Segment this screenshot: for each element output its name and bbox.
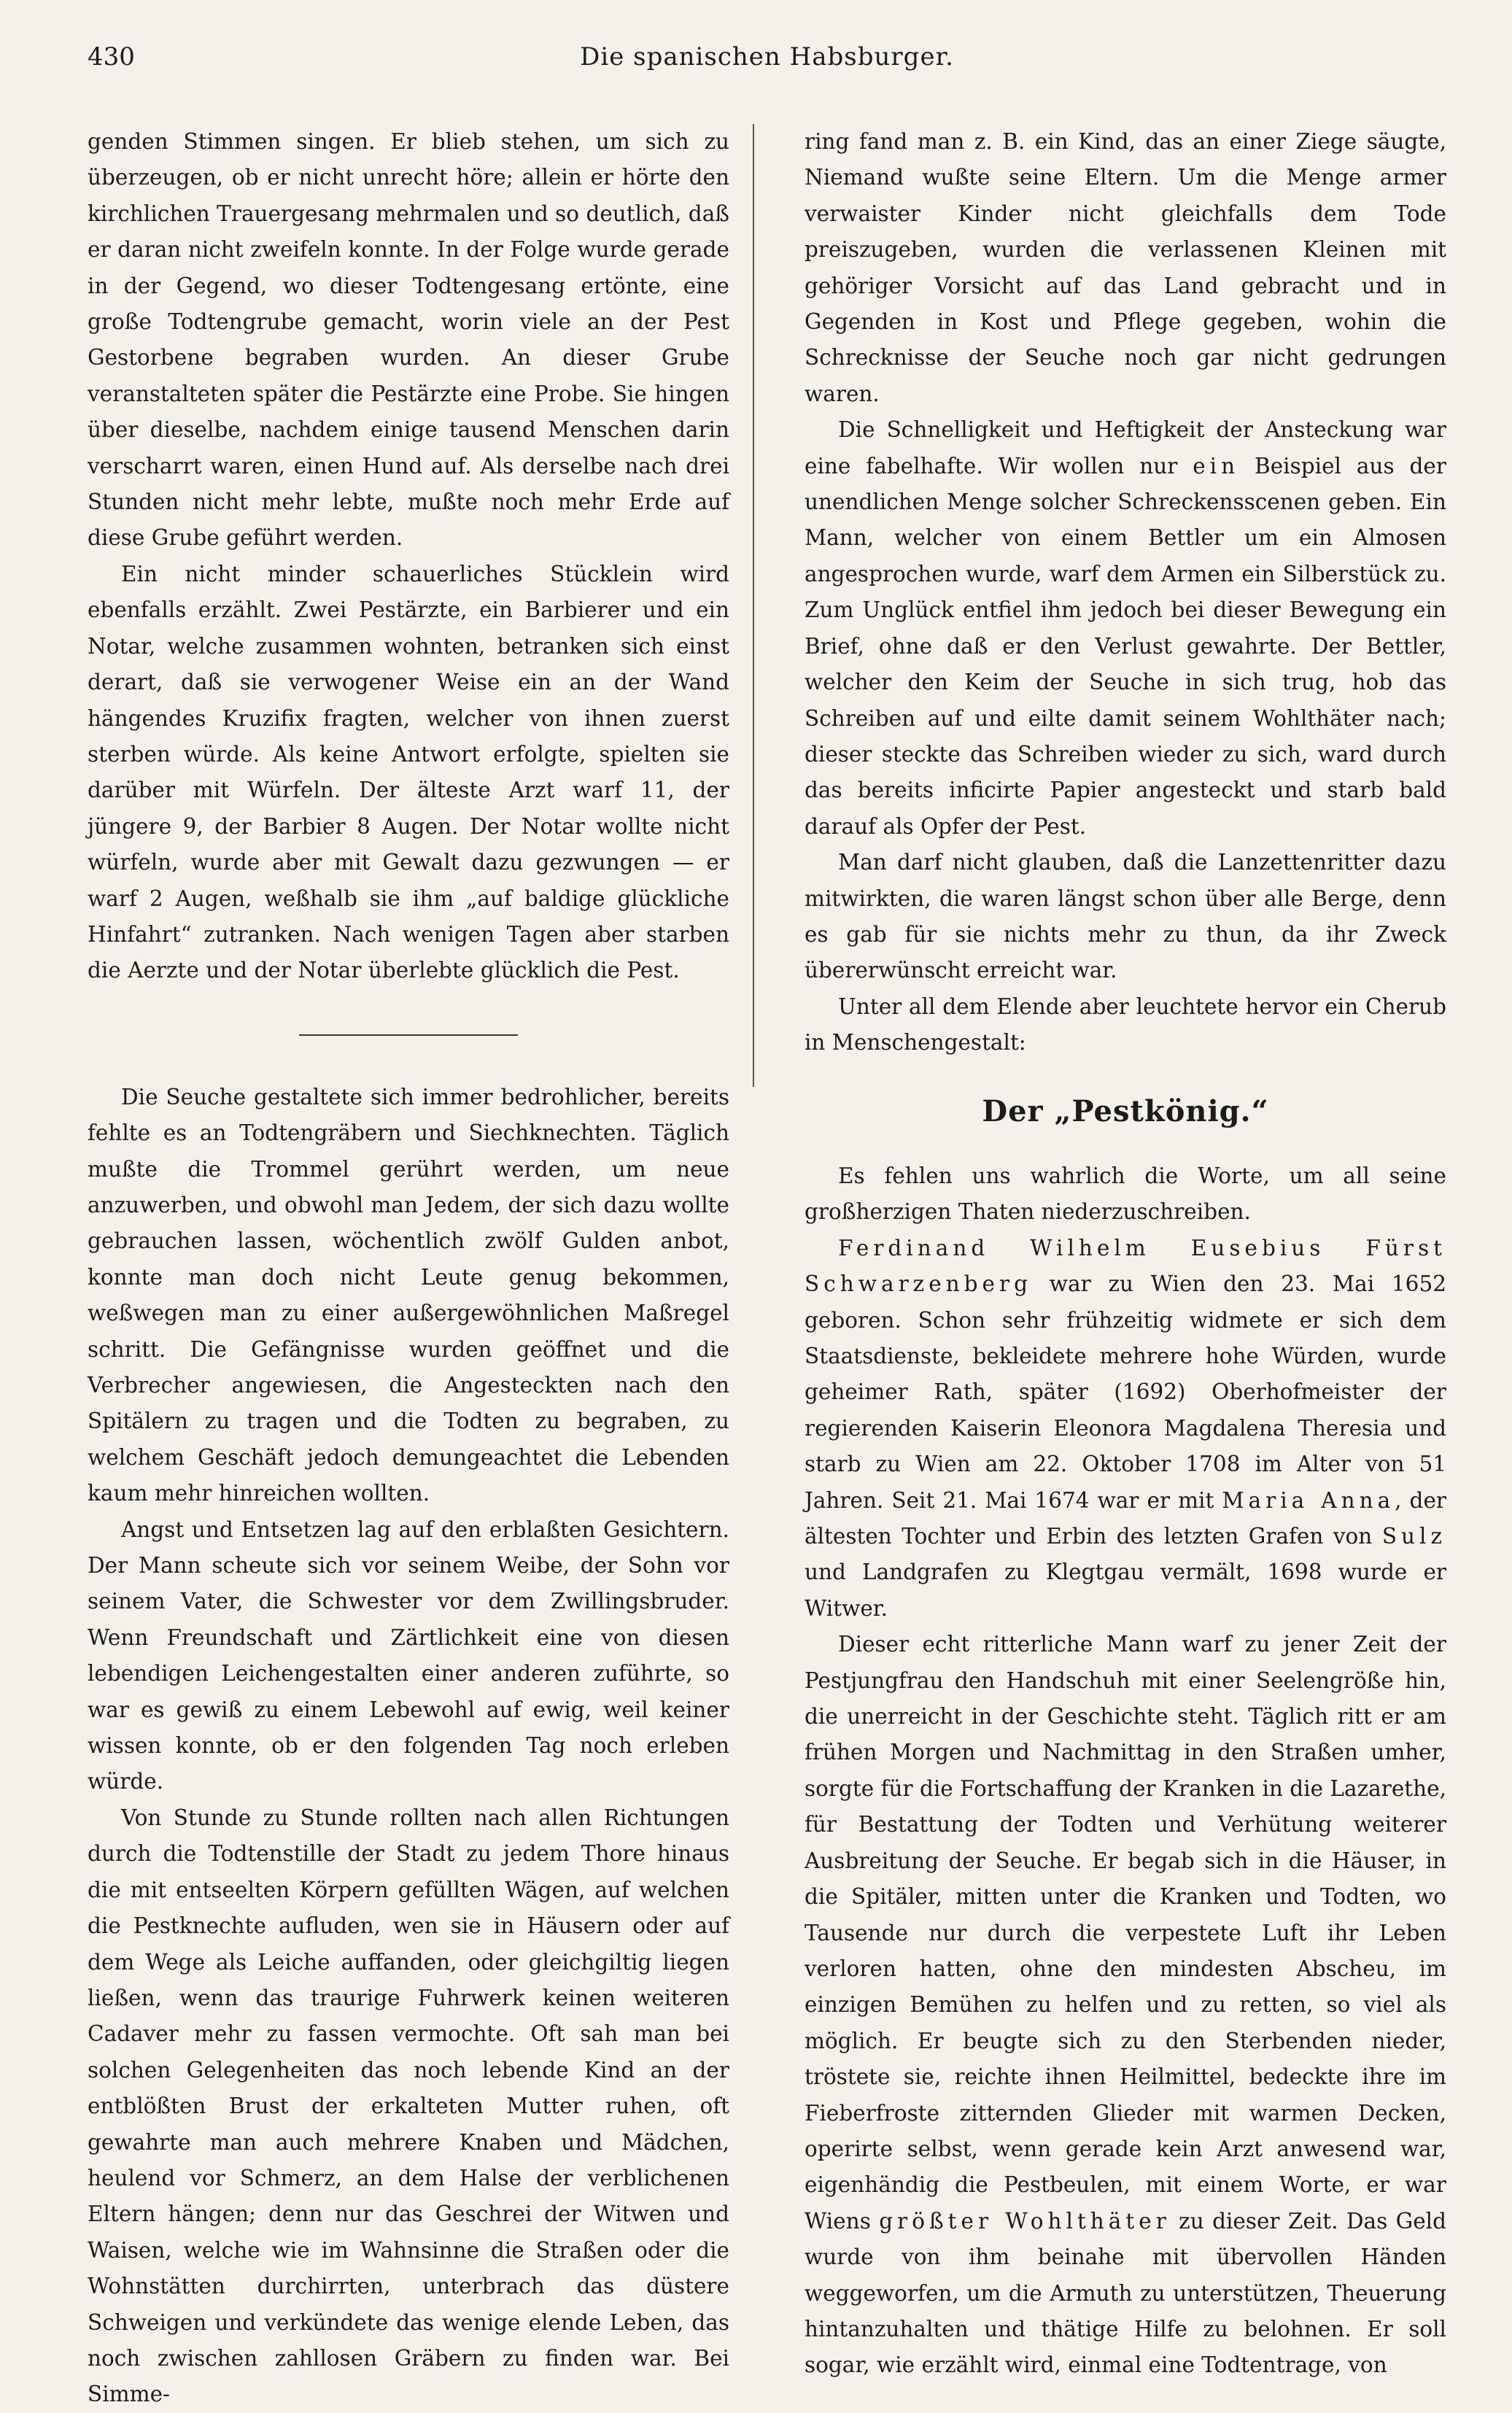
text-run: war zu Wien den 23. Mai 1652 geboren. Schon sehr frühzeitig widmete er sich dem Staatsdienste, bekleidete mehrere hohe Würden, wurde geheimer Rath, später (1692) Oberhofmeister der regierenden Kaiserin Eleonora Magdalena Theresia und starb zu Wien am 22. Oktober 1708 im Alter von 51 Jahren. Seit 21. Mai 1674 war er mit — [805, 1271, 1446, 1513]
paragraph — [805, 1627, 1446, 2384]
page-number: 430 — [88, 42, 135, 71]
paragraph: genden Stimmen singen. Er blieb stehen, um sich zu überzeugen, ob er nicht unrecht höre; allein er hörte den kirchlichen Trauergesang mehrmalen und so deutlich, daß er daran nicht zweifeln konnte. In der Folge wurde gerade in der Gegend, wo dieser Todtengesang ertönte, eine große Todtengrube gemacht, worin viele an der Pest Gestorbene begraben wurden. An dieser Grube veranstalteten später die Pestärzte eine Probe. Sie hingen über dieselbe, nachdem einige tausend Menschen darin verscharrt waren, einen Hund auf. Als derselbe nach drei Stunden nicht mehr lebte, mußte noch mehr Erde auf diese Grube geführt werden. — [88, 129, 729, 551]
paragraph: Unter all dem Elende aber leuchtete hervor ein Cherub in Menschengestalt: — [805, 994, 1446, 1056]
paragraph: ring fand man z. B. ein Kind, das an einer Ziege säugte, Niemand wußte seine Eltern. Um die Menge armer verwaister Kinder nicht gleichfalls dem Tode preiszugeben, wurden die verlassenen Kleinen mit gehöriger Vorsicht auf das Land gebracht und in Gegenden in Kost und Pflege gegeben, wohin die Schrecknisse der Seuche noch gar nicht gedrungen waren. — [805, 129, 1446, 406]
section-heading: Der „Pestkönig.“ — [982, 1093, 1269, 1128]
text-run: Beispiel aus der unendlichen Menge solcher Schreckensscenen geben. Ein Mann, welcher von einem Bettler um ein Almosen angesprochen wurde, warf dem Armen ein Silberstück zu. Zum Unglück entfiel ihm jedoch bei dieser Bewegung ein Brief, ohne daß er den Verlust gewahrte. Der Bettler, welcher den Keim der Seuche in sich trug, hob das Schreiben auf und eilte damit seinem Wohlthäter nach; dieser steckte das Schreiben wieder zu sich, ward durch das bereits inficirte Papier angesteckt und starb bald darauf als Opfer der Pest. — [805, 453, 1446, 839]
paragraph: Es fehlen uns wahrlich die Worte, um all seine großherzigen Thaten niederzuschreiben. — [805, 1163, 1446, 1225]
paragraph: Angst und Entsetzen lag auf den erblaßten Gesichtern. Der Mann scheute sich vor seinem Weibe, der Sohn vor seinem Vater, die Schwester vor dem Zwillingsbruder. Wenn Freundschaft und Zärtlichkeit eine von diesen lebendigen Leichengestalten einer anderen zuführte, so war es gewiß zu einem Lebewohl auf ewig, weil keiner wissen konnte, ob er den folgenden Tag noch erleben würde. — [88, 1517, 729, 1794]
place-name-sulz: Sulz — [1381, 1524, 1446, 1549]
running-title: Die spanischen Habsburger. — [580, 42, 954, 71]
paragraph — [805, 1231, 1446, 1627]
paragraph: Von Stunde zu Stunde rollten nach allen Richtungen durch die Todtenstille der Stadt zu jedem Thore hinaus die mit entseelten Körpern gefüllten Wägen, auf welchen die Pestknechte aufluden, wen sie in Häusern oder auf dem Wege als Leiche auffanden, oder gleichgiltig liegen ließen, wenn das traurige Fuhrwerk keinen weiteren Cadaver mehr zu fassen vermochte. Oft sah man bei solchen Gelegenheiten das noch lebende Kind an der entblößten Brust der erkalteten Mutter ruhen, oft gewahrte man auch mehrere Knaben und Mädchen, heulend vor Schmerz, an dem Halse der verblichenen Eltern hängen; denn nur das Geschrei der Witwen und Waisen, welche wie im Wahnsinne die Straßen oder die Wohnstätten durchirrten, unterbrach das düstere Schweigen und verkündete das wenige elende Leben, das noch zwischen zahllosen Gräbern zu finden war. Bei Simme- — [88, 1805, 729, 2407]
person-name-maria-anna: Maria Anna — [1222, 1487, 1395, 1513]
column-divider — [753, 124, 754, 1087]
text-columns — [88, 124, 1446, 2413]
left-column — [88, 124, 729, 2413]
page-header — [88, 42, 1446, 89]
emphasis-ein: ein — [1193, 453, 1240, 479]
paragraph: Die Seuche gestaltete sich immer bedrohlicher, bereits fehlte es an Todtengräbern und Siechknechten. Täglich mußte die Trommel gerührt werden, um neue anzuwerben, und obwohl man Jedem, der sich dazu wollte gebrauchen lassen, wöchentlich zwölf Gulden anbot, konnte man doch nicht Leute genug bekommen, weßwegen man zu einer außergewöhnlichen Maßregel schritt. Die Gefängnisse wurden geöffnet und die Verbrecher angewiesen, die Angesteckten nach den Spitälern zu tragen und die Todten zu begraben, zu welchem Geschäft jedoch demungeachtet die Lebenden kaum mehr hinreichen wollten. — [88, 1084, 729, 1506]
section-separator — [299, 1034, 518, 1036]
paragraph: Man darf nicht glauben, daß die Lanzettenritter dazu mitwirkten, die waren längst schon über alle Berge, denn es gab für sie nichts mehr zu thun, da ihr Zweck übererwünscht erreicht war. — [805, 850, 1446, 983]
text-run: und Landgrafen zu Klegtgau vermält, 1698 wurde er Witwer. — [805, 1560, 1446, 1621]
text-run: , der ältesten Tochter und Erbin des letzten Grafen von — [805, 1487, 1446, 1549]
text-run: Dieser echt ritterliche Mann warf zu jener Zeit der Pestjungfrau den Handschuh mit einer Seelengröße hin, die unerreicht in der Geschichte steht. Täglich ritt er am frühen Morgen und Nachmittag in den Straßen umher, sorgte für die Fortschaffung der Kranken in die Lazarethe, für Bestattung der Todten und Verhütung weiterer Ausbreitung der Seuche. Er begab sich in die Häuser, in die Spitäler, mitten unter die Kranken und Todten, wo Tausende nur durch die verpestete Luft ihr Leben verloren hatten, ohne den mindesten Abscheu, im einzigen Bemühen zu helfen und zu retten, so viel als möglich. Er beugte sich zu den Sterbenden nieder, tröstete sie, reichte ihnen Heilmittel, bedeckte ihre im Fieberfroste zitternden Glieder mit warmen Decken, operirte selbst, wenn gerade kein Arzt anwesend war, eigenhändig die Pestbeulen, mit einem Worte, er war Wiens — [805, 1632, 1446, 2234]
paragraph — [805, 412, 1446, 845]
text-run: Die Schnelligkeit und Heftigkeit der Ansteckung war eine fabelhafte. Wir wollen nur — [805, 417, 1446, 479]
paragraph: Ein nicht minder schauerliches Stücklein wird ebenfalls erzählt. Zwei Pestärzte, ein Barbierer und ein Notar, welche zusammen wohnten, betranken sich einst derart, daß sie verwogener Weise ein an der Wand hängendes Kruzifix fragten, welcher von ihnen zuerst sterben würde. Als keine Antwort erfolgte, spielten sie darüber mit Würfeln. Der älteste Arzt warf 11, der jüngere 9, der Barbier 8 Augen. Der Notar wollte nicht würfeln, wurde aber mit Gewalt dazu gezwungen — er warf 2 Augen, weßhalb sie ihm „auf baldige glückliche Hinfahrt“ zutranken. Nach wenigen Tagen aber starben die Aerzte und der Notar überlebte glücklich die Pest. — [88, 561, 729, 983]
right-column — [805, 124, 1446, 2413]
person-name: Ferdinand Wilhelm Eusebius Fürst Schwarzenberg — [805, 1235, 1446, 1297]
text-run: zu dieser Zeit. Das Geld wurde von ihm beinahe mit übervollen Händen weggeworfen, um die Armuth zu unterstützen, Theuerung hintanzuhalten und thätige Hilfe zu belohnen. Er soll sogar, wie erzählt wird, einmal eine Todtentrage, von — [805, 2208, 1446, 2378]
emphasis-phrase: größter Wohlthäter — [879, 2208, 1171, 2234]
